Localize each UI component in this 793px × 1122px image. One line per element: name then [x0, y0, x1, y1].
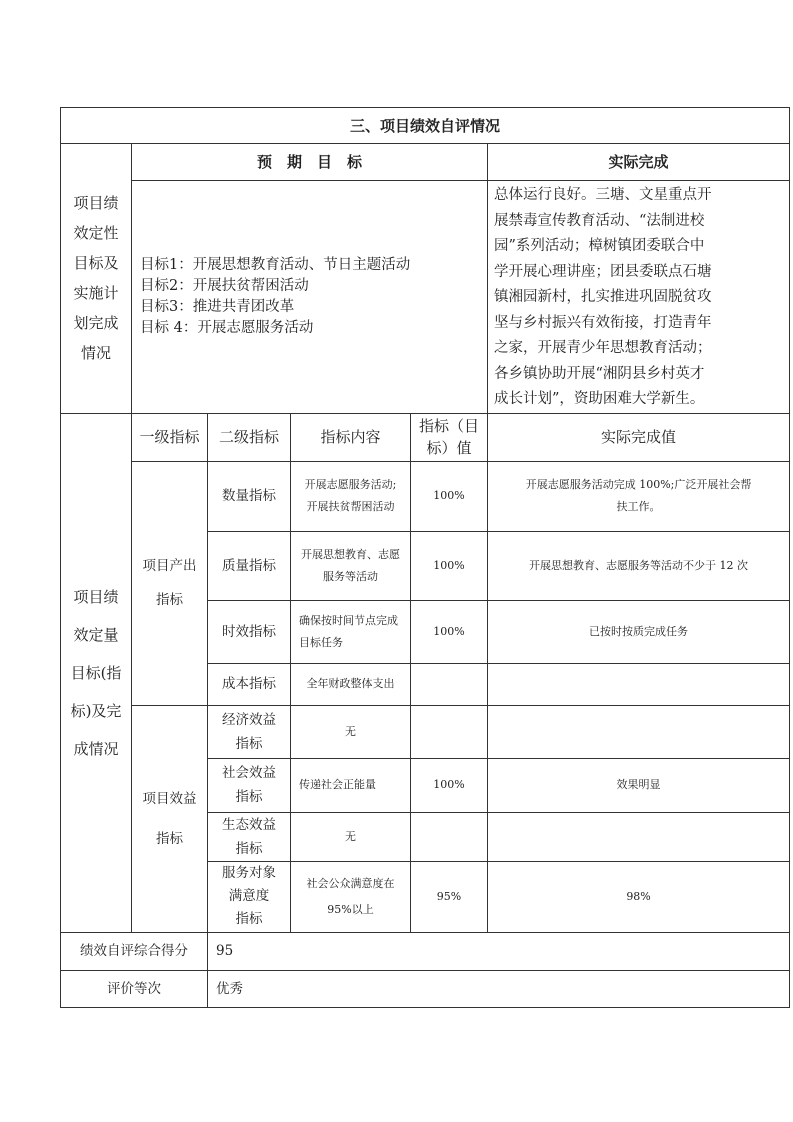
level2-cell: 时效指标 [208, 600, 291, 663]
actual-header: 实际完成 [488, 144, 790, 181]
content-cell: 社会公众满意度在 95%以上 [291, 861, 411, 932]
target-cell: 100% [411, 531, 488, 600]
benefit-group-label: 项目效益 指标 [132, 705, 208, 932]
content-cell: 传递社会正能量 [291, 758, 411, 812]
actual-completion-text: 总体运行良好。三塘、文星重点开 展禁毒宣传教育活动、“法制进校 园”系列活动；樟树镇团委联合中 学开展心理讲座；团县委联点石塘 镇湘园新村，扎实推进巩固脱贫攻 坚与乡村振兴有效衔接，打造青年 之家，开展青少年思想教育活动； 各乡镇协助开展“湘阴县乡村英才 成长计划”，资助困难大学新生。 [488, 181, 790, 414]
actual-cell: 已按时按质完成任务 [488, 600, 790, 663]
goal-item: 目标 4：开展志愿服务活动 [140, 319, 314, 336]
level2-cell: 社会效益 指标 [208, 758, 291, 812]
content-cell: 全年财政整体支出 [291, 663, 411, 705]
target-cell: 95% [411, 861, 488, 932]
score-label: 绩效自评综合得分 [61, 932, 208, 970]
target-cell: 100% [411, 600, 488, 663]
level2-cell: 数量指标 [208, 461, 291, 531]
actual-cell: 开展思想教育、志愿服务等活动不少于 12 次 [488, 531, 790, 600]
header-content: 指标内容 [291, 413, 411, 461]
actual-cell [488, 663, 790, 705]
goals-list [132, 181, 488, 414]
goal-item: 目标3：推进共青团改革 [140, 298, 295, 315]
target-cell: 100% [411, 758, 488, 812]
level2-cell: 服务对象 满意度 指标 [208, 861, 291, 932]
target-cell: 100% [411, 461, 488, 531]
header-level1: 一级指标 [132, 413, 208, 461]
content-cell: 无 [291, 812, 411, 861]
actual-cell: 98% [488, 861, 790, 932]
goal-header: 预 期 目 标 [132, 144, 488, 181]
actual-cell [488, 705, 790, 758]
content-cell: 无 [291, 705, 411, 758]
level2-cell: 生态效益 指标 [208, 812, 291, 861]
target-cell [411, 812, 488, 861]
performance-self-evaluation-table [60, 107, 790, 1008]
content-cell: 开展志愿服务活动; 开展扶贫帮困活动 [291, 461, 411, 531]
header-actual: 实际完成值 [488, 413, 790, 461]
table-row [61, 461, 790, 531]
table-title: 三、项目绩效自评情况 [61, 108, 790, 144]
header-level2: 二级指标 [208, 413, 291, 461]
actual-cell [488, 812, 790, 861]
level2-cell: 成本指标 [208, 663, 291, 705]
target-cell [411, 663, 488, 705]
actual-cell: 效果明显 [488, 758, 790, 812]
level2-cell: 经济效益 指标 [208, 705, 291, 758]
qualitative-label: 项目绩 效定性 目标及 实施计 划完成 情况 [61, 144, 132, 414]
header-target: 指标（目 标）值 [411, 413, 488, 461]
rating-label: 评价等次 [61, 970, 208, 1007]
goal-item: 目标1：开展思想教育活动、节日主题活动 [140, 256, 411, 273]
score-value: 95 [208, 932, 790, 970]
goal-item: 目标2：开展扶贫帮困活动 [140, 277, 309, 294]
actual-cell: 开展志愿服务活动完成 100%;广泛开展社会帮 扶工作。 [488, 461, 790, 531]
rating-value: 优秀 [208, 970, 790, 1007]
table-row [61, 705, 790, 758]
quantitative-label: 项目绩 效定量 目标(指 标)及完 成情况 [61, 413, 132, 932]
target-cell [411, 705, 488, 758]
content-cell: 确保按时间节点完成 目标任务 [291, 600, 411, 663]
level2-cell: 质量指标 [208, 531, 291, 600]
content-cell: 开展思想教育、志愿 服务等活动 [291, 531, 411, 600]
output-group-label: 项目产出 指标 [132, 461, 208, 705]
